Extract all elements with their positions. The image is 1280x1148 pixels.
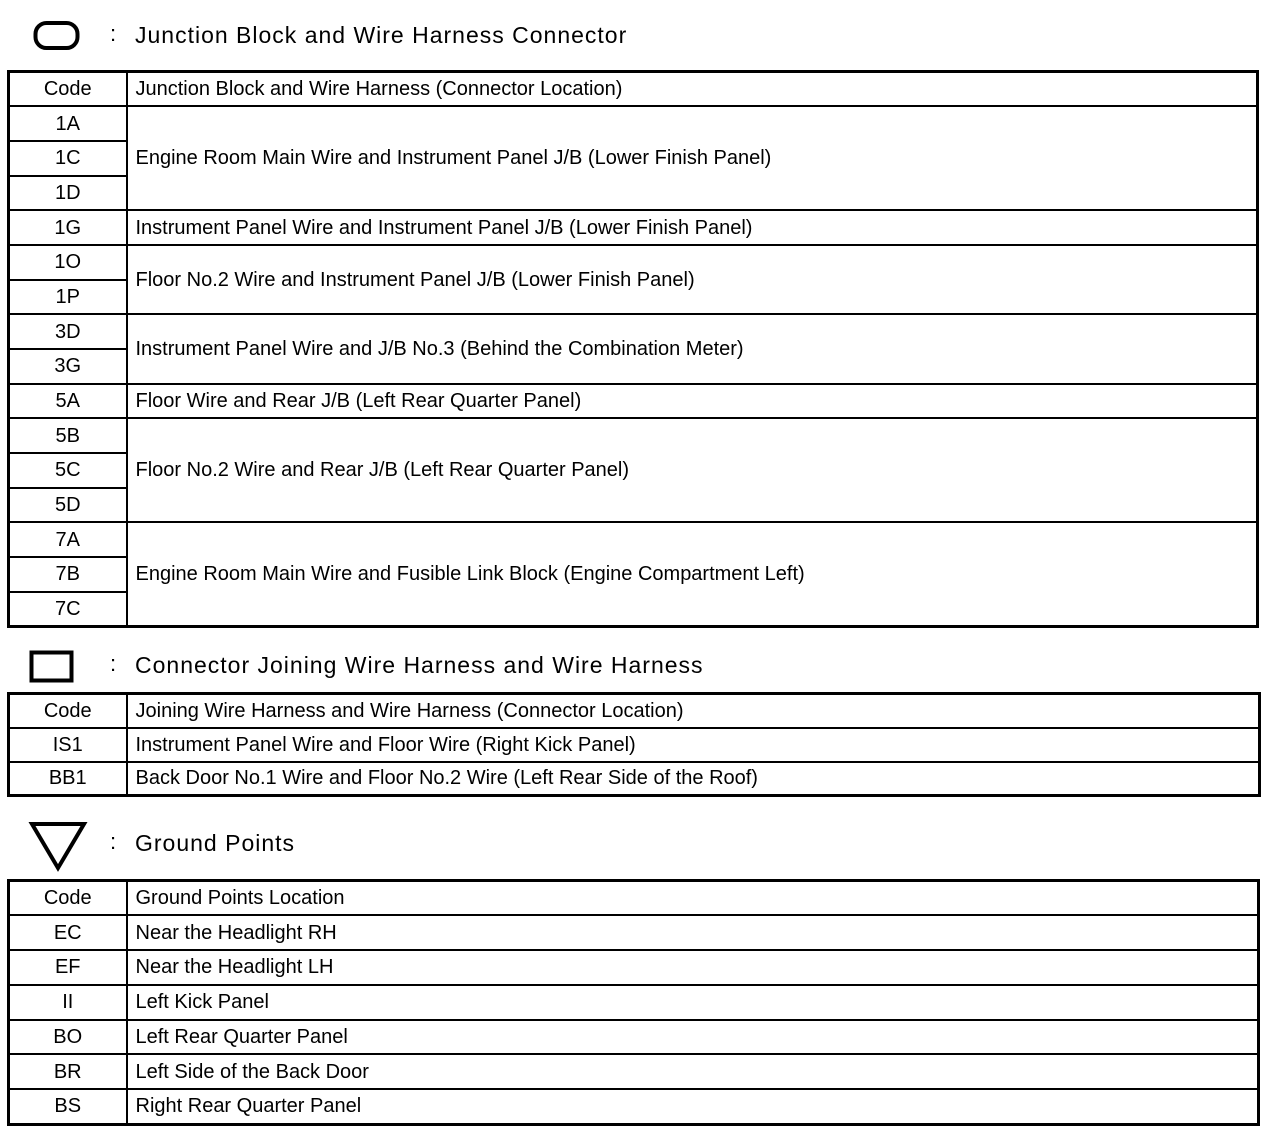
connector-code: 1A [9, 106, 127, 141]
connector-location: Instrument Panel Wire and J/B No.3 (Behind the Combination Meter) [127, 314, 1258, 383]
ground-location: Right Rear Quarter Panel [127, 1089, 1259, 1124]
section-title: Connector Joining Wire Harness and Wire Harness [135, 652, 704, 678]
connector-code: 1D [9, 176, 127, 211]
ground-code: BR [9, 1054, 127, 1089]
joining-connector-table [7, 692, 1261, 797]
table-row [9, 950, 1259, 985]
table-header-row [9, 72, 1258, 107]
ground-location: Left Kick Panel [127, 985, 1259, 1020]
table-row [9, 210, 1258, 245]
table-row [9, 522, 1258, 557]
ground-location: Left Rear Quarter Panel [127, 1020, 1259, 1055]
header-code: Code [9, 881, 127, 916]
section-title: Ground Points [135, 830, 296, 856]
connector-location: Floor No.2 Wire and Rear J/B (Left Rear Quarter Panel) [127, 418, 1258, 522]
rounded-rectangle-icon [33, 20, 81, 52]
connector-code: IS1 [9, 728, 127, 762]
ground-code: EC [9, 915, 127, 950]
header-description: Ground Points Location [127, 881, 1259, 916]
connector-code: 1P [9, 280, 127, 315]
section-colon: : [110, 829, 117, 854]
table-header-row [9, 694, 1260, 728]
connector-code: 7B [9, 557, 127, 592]
ground-location: Left Side of the Back Door [127, 1054, 1259, 1089]
table-row [9, 314, 1258, 349]
section-ground-heading [0, 820, 1280, 880]
connector-code: 5A [9, 384, 127, 419]
connector-location: Instrument Panel Wire and Instrument Panel J/B (Lower Finish Panel) [127, 210, 1258, 245]
header-description: Junction Block and Wire Harness (Connector Location) [127, 72, 1258, 107]
connector-code: 5D [9, 488, 127, 523]
connector-code: 5C [9, 453, 127, 488]
connector-location: Floor Wire and Rear J/B (Left Rear Quarter Panel) [127, 384, 1258, 419]
connector-code: 1G [9, 210, 127, 245]
connector-location: Back Door No.1 Wire and Floor No.2 Wire (Left Rear Side of the Roof) [127, 762, 1260, 796]
rectangle-icon [29, 650, 75, 684]
down-triangle-icon [28, 820, 88, 872]
connector-code: 7A [9, 522, 127, 557]
section-title: Junction Block and Wire Harness Connector [135, 22, 628, 48]
section-junction-heading [0, 14, 1280, 74]
table-row [9, 418, 1258, 453]
ground-code: II [9, 985, 127, 1020]
junction-block-table [7, 70, 1259, 628]
connector-code: BB1 [9, 762, 127, 796]
header-description: Joining Wire Harness and Wire Harness (Connector Location) [127, 694, 1260, 728]
connector-code: 7C [9, 592, 127, 627]
connector-code: 1O [9, 245, 127, 280]
header-code: Code [9, 694, 127, 728]
ground-code: BS [9, 1089, 127, 1124]
ground-location: Near the Headlight RH [127, 915, 1259, 950]
ground-code: BO [9, 1020, 127, 1055]
table-row [9, 245, 1258, 280]
connector-code: 3D [9, 314, 127, 349]
table-row [9, 728, 1260, 762]
table-row [9, 985, 1259, 1020]
header-code: Code [9, 72, 127, 107]
table-row [9, 106, 1258, 141]
connector-location: Engine Room Main Wire and Instrument Panel J/B (Lower Finish Panel) [127, 106, 1258, 210]
table-header-row [9, 881, 1259, 916]
ground-location: Near the Headlight LH [127, 950, 1259, 985]
table-row [9, 384, 1258, 419]
table-row [9, 762, 1260, 796]
connector-location: Floor No.2 Wire and Instrument Panel J/B (Lower Finish Panel) [127, 245, 1258, 314]
connector-code: 3G [9, 349, 127, 384]
table-row [9, 915, 1259, 950]
table-row [9, 1089, 1259, 1124]
section-colon: : [110, 21, 117, 46]
ground-code: EF [9, 950, 127, 985]
connector-location: Instrument Panel Wire and Floor Wire (Right Kick Panel) [127, 728, 1260, 762]
connector-code: 1C [9, 141, 127, 176]
connector-location: Engine Room Main Wire and Fusible Link Block (Engine Compartment Left) [127, 522, 1258, 626]
connector-code: 5B [9, 418, 127, 453]
section-colon: : [110, 651, 117, 676]
table-row [9, 1054, 1259, 1089]
ground-points-table [7, 879, 1260, 1126]
table-row [9, 1020, 1259, 1055]
